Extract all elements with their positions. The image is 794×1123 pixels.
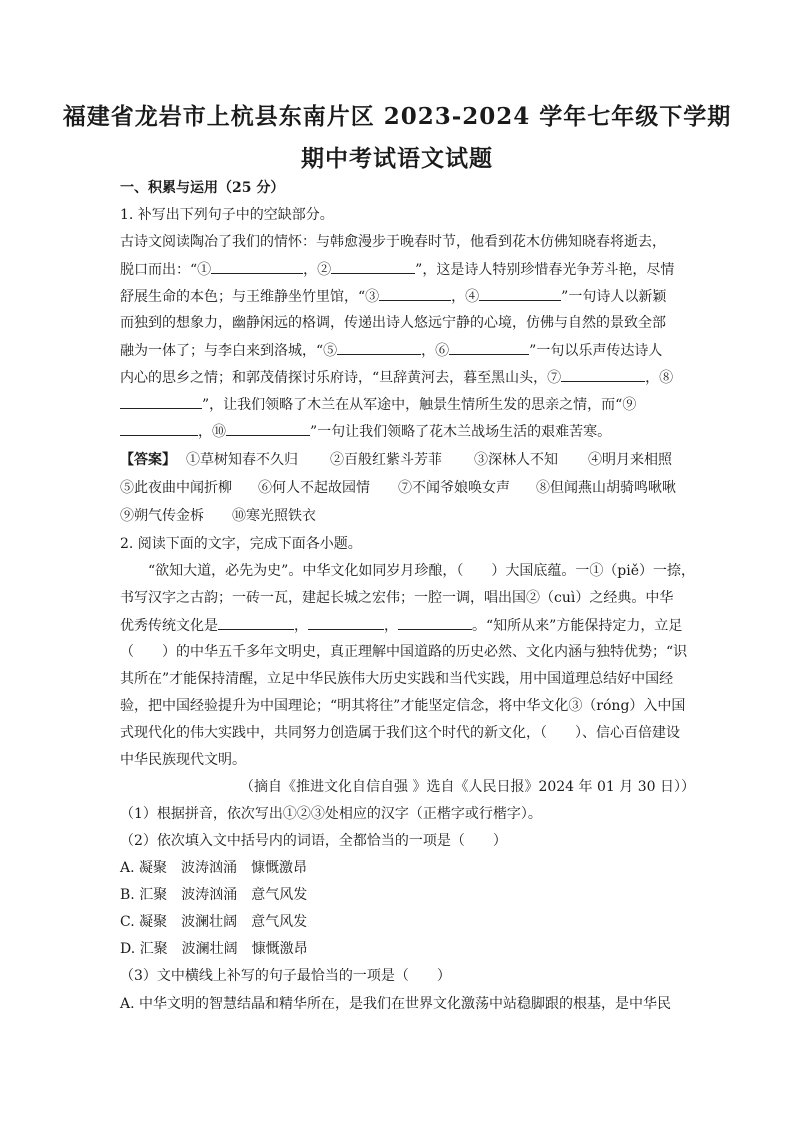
option-c[interactable]: C. 凝聚 波澜壮阔 意气风发 xyxy=(120,914,308,930)
option-a[interactable]: A. 凝聚 波涛汹涌 慷慨激昂 xyxy=(120,860,308,876)
answer-label: 【答案】 xyxy=(120,452,176,468)
q2-sub2: （2）依次填入文中括号内的词语，全都恰当的一项是（ ） xyxy=(120,833,507,849)
q1-text-line: ”，让我们领略了木兰在从军途中，触景生情所生发的思亲之情，而“⑨ xyxy=(120,395,636,414)
option-b[interactable]: B. 汇聚 波涛汹涌 意气风发 xyxy=(120,887,308,903)
option-a[interactable]: A. 中华文明的智慧结晶和精华所在，是我们在世界文化激荡中站稳脚跟的根基，是中华民 xyxy=(120,996,672,1012)
q1-text-line: 脱口而出：“① ，② ”，这是诗人特别珍惜春光争芳斗艳，尽情 xyxy=(120,262,675,278)
q2-passage-line: （ ）的中华五千多年文明史，真正理解中国道路的历史必然、文化内涵与独特优势；“识 xyxy=(120,644,688,660)
page-title-line1: 福建省龙岩市上杭县东南片区 2023-2024 学年七年级下学期 xyxy=(62,103,732,130)
q2-passage-line: 其所在”才能保持清醒，立足中华民族伟大历史实践和当代实践，用中国道理总结好中国经 xyxy=(120,671,674,687)
blank-line[interactable] xyxy=(398,616,472,630)
answer-item: ⑨朔气传金柝 xyxy=(120,508,204,524)
blank-line[interactable] xyxy=(218,616,294,630)
answer-item: ⑤此夜曲中闻折柳 xyxy=(120,480,232,496)
blank-line[interactable] xyxy=(379,287,451,301)
blank-line[interactable] xyxy=(449,341,529,355)
q2-sub3: （3）文中横线上补写的句子最恰当的一项是（ ） xyxy=(120,968,451,984)
q2-passage-line: 书写汉字之古韵；一砖一瓦，建起长城之宏伟；一腔一调，唱出国②（cuì）之经典。中华 xyxy=(120,590,674,606)
answer-item: ④明月来相照 xyxy=(588,452,672,468)
section-heading: 一、积累与运用（25 分） xyxy=(120,180,285,196)
q1-text-line: 融为一体了；与李白来到洛城，“⑤ ，⑥ ”一句以乐声传达诗人 xyxy=(120,343,663,359)
answer-item: ⑩寒光照铁衣 xyxy=(232,508,316,524)
q1-text-line: 舒展生命的本色；与王维静坐竹里馆，“③ ，④ ”一句诗人以新颖 xyxy=(120,289,667,305)
answer-item: ⑥何人不起故园情 xyxy=(258,480,370,496)
answer-item: ③深林人不知 xyxy=(474,452,558,468)
q2-passage-line: 验，把中国经验提升为中国理论；“明其将往”才能坚定信念，将中华文化③（róng）入中国 xyxy=(120,698,686,714)
blank-line[interactable] xyxy=(331,260,415,274)
q1-prompt: 1. 补写出下列句子中的空缺部分。 xyxy=(120,207,334,223)
blank-line[interactable] xyxy=(120,395,202,409)
blank-line[interactable] xyxy=(308,616,384,630)
q2-source: （摘自《推进文化自信自强 》选自《人民日报》2024 年 01 月 30 日）） xyxy=(240,779,695,795)
q2-passage-line: “欲知大道，必先为史”。中华文化如同岁月珍酿，（ ）大国底蕴。一①（piě）一捺， xyxy=(148,563,696,579)
blank-line[interactable] xyxy=(226,422,310,436)
blank-line[interactable] xyxy=(211,260,303,274)
q2-sub1: （1）根据拼音，依次写出①②③处相应的汉字（正楷字或行楷字）。 xyxy=(120,806,542,822)
answer-item: ⑦不闻爷娘唤女声 xyxy=(398,480,510,496)
page-title-line2: 期中考试语文试题 xyxy=(301,145,493,172)
q2-prompt: 2. 阅读下面的文字，完成下面各小题。 xyxy=(120,536,362,552)
blank-line[interactable] xyxy=(479,287,561,301)
option-d[interactable]: D. 汇聚 波澜壮阔 慷慨激昂 xyxy=(120,941,308,957)
blank-line[interactable] xyxy=(120,422,198,436)
q1-text-line: 内心的思乡之情；和郭茂倩探讨乐府诗，“旦辞黄河去，暮至黑山头，⑦ ，⑧ xyxy=(120,370,674,386)
blank-line[interactable] xyxy=(561,368,645,382)
q1-text-line: ，⑩ ”一句让我们领略了花木兰战场生活的艰难苦寒。 xyxy=(120,422,611,441)
answer-item: ②百般红紫斗芳菲 xyxy=(330,452,442,468)
q1-text-line: 而独到的想象力，幽静闲远的格调，传递出诗人悠远宁静的心境，仿佛与自然的景致全部 xyxy=(120,315,666,331)
q1-text-line: 古诗文阅读陶冶了我们的情怀：与韩愈漫步于晚春时节，他看到花木仿佛知晓春将逝去， xyxy=(120,234,666,250)
answer-item: ⑧但闻燕山胡骑鸣啾啾 xyxy=(536,480,676,496)
q2-passage-line: 优秀传统文化是 ， ， 。“知所从来”方能保持定力，立足 xyxy=(120,618,683,634)
answer-item: ①草树知春不久归 xyxy=(186,452,298,468)
q2-passage-line: 式现代化的伟大实践中，共同努力创造属于我们这个时代的新文化，（ ）、信心百倍建设 xyxy=(120,725,680,741)
q2-passage-line: 中华民族现代文明。 xyxy=(120,752,246,768)
blank-line[interactable] xyxy=(337,341,421,355)
